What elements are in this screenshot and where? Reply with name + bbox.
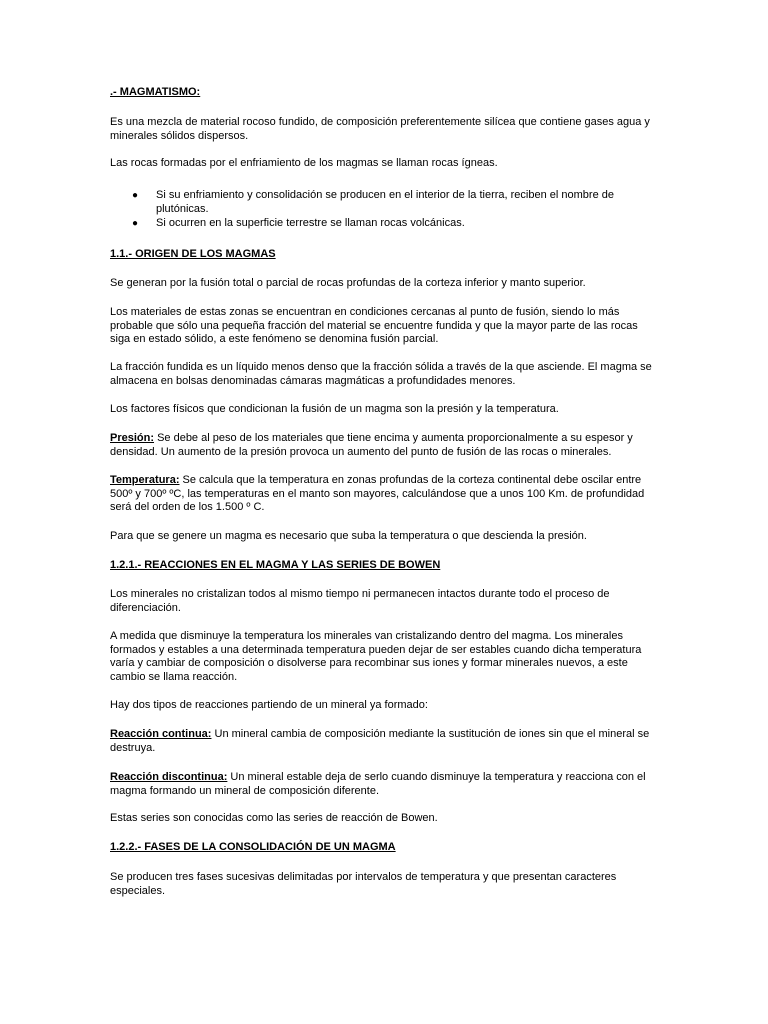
paragraph-intro: Es una mezcla de material rocoso fundido, de composición preferentemente silícea que contiene gases agua y minerales sólidos dispersos. [110,116,650,142]
paragraph-reacciones-1: Los minerales no cristalizan todos al mismo tiempo ni permanecen intactos durante todo el proceso de diferenciación. [110,588,610,614]
paragraph-origen-2: Los materiales de estas zonas se encuentran en condiciones cercanas al punto de fusión, siendo lo más probable que sólo una pequeña fracción del material se encuentre fundida y que la mayor parte de las rocas siga en estado sólido, a este fenómeno se denomina fusión parcial. [110,306,638,345]
presion-text: Se debe al peso de los materiales que tiene encima y aumenta proporcionalmente a su espesor y densidad. Un aumento de la presión provoca un aumento del punto de fusión de las rocas o minerales. [110,432,633,458]
paragraph-origen-5: Para que se genere un magma es necesario que suba la temperatura o que descienda la presión. [110,530,587,542]
heading-fases-consolidacion: 1.2.2.- FASES DE LA CONSOLIDACIÓN DE UN MAGMA [110,841,396,853]
heading-magmatismo: .- MAGMATISMO: [110,86,201,98]
bullet-text: Si ocurren en la superficie terrestre se llaman rocas volcánicas. [156,217,465,229]
bullet-icon: ● [132,218,139,229]
paragraph-rocas-igneas: Las rocas formadas por el enfriamiento de los magmas se llaman rocas ígneas. [110,157,498,169]
heading-origen-magmas: 1.1.- ORIGEN DE LOS MAGMAS [110,248,276,260]
reaccion-continua-label: Reacción continua: [110,728,212,740]
paragraph-origen-3: La fracción fundida es un líquido menos denso que la fracción sólida a través de la que asciende. El magma se almacena en bolsas denominadas cámaras magmáticas a profundidades menores. [110,361,652,387]
reaccion-discontinua-text: Un mineral estable deja de serlo cuando disminuye la temperatura y reacciona con el magma formando un mineral de composición diferente. [110,771,646,797]
heading-reacciones-bowen: 1.2.1.- REACCIONES EN EL MAGMA Y LAS SERIES DE BOWEN [110,559,441,571]
paragraph-presion [110,432,658,459]
reaccion-discontinua-label: Reacción discontinua: [110,771,228,783]
paragraph-reaccion-continua [110,728,658,755]
paragraph-origen-1: Se generan por la fusión total o parcial de rocas profundas de la corteza inferior y manto superior. [110,277,586,289]
paragraph-temperatura [110,474,658,515]
paragraph-reacciones-2: A medida que disminuye la temperatura los minerales van cristalizando dentro del magma. Los minerales formados y estables a una determinada temperatura pueden dejar de ser estables cuando dicha temperatura varía y cambiar de composición o disolverse para recombinar sus iones y formar minerales nuevos, a este cambio se llama reacción. [110,630,642,683]
paragraph-reacciones-4: Estas series son conocidas como las series de reacción de Bowen. [110,812,438,824]
temperatura-text: Se calcula que la temperatura en zonas profundas de la corteza continental debe oscilar entre 500º y 700º ºC, las temperaturas en el manto son mayores, calculándose que a unos 100 Km. de profundidad será del orden de los 1.500 º C. [110,474,645,513]
presion-label: Presión: [110,432,155,444]
reaccion-continua-text: Un mineral cambia de composición mediante la sustitución de iones sin que el mineral se destruya. [110,728,650,754]
paragraph-reacciones-3: Hay dos tipos de reacciones partiendo de un mineral ya formado: [110,699,428,711]
temperatura-label: Temperatura: [110,474,180,486]
bullet-text: Si su enfriamiento y consolidación se producen en el interior de la tierra, reciben el nombre de plutónicas. [156,189,614,215]
bullet-icon: ● [132,190,139,201]
paragraph-reaccion-discontinua [110,771,658,798]
paragraph-fases-1: Se producen tres fases sucesivas delimitadas por intervalos de temperatura y que presentan caracteres especiales. [110,871,617,897]
paragraph-origen-4: Los factores físicos que condicionan la fusión de un magma son la presión y la temperatura. [110,403,559,415]
